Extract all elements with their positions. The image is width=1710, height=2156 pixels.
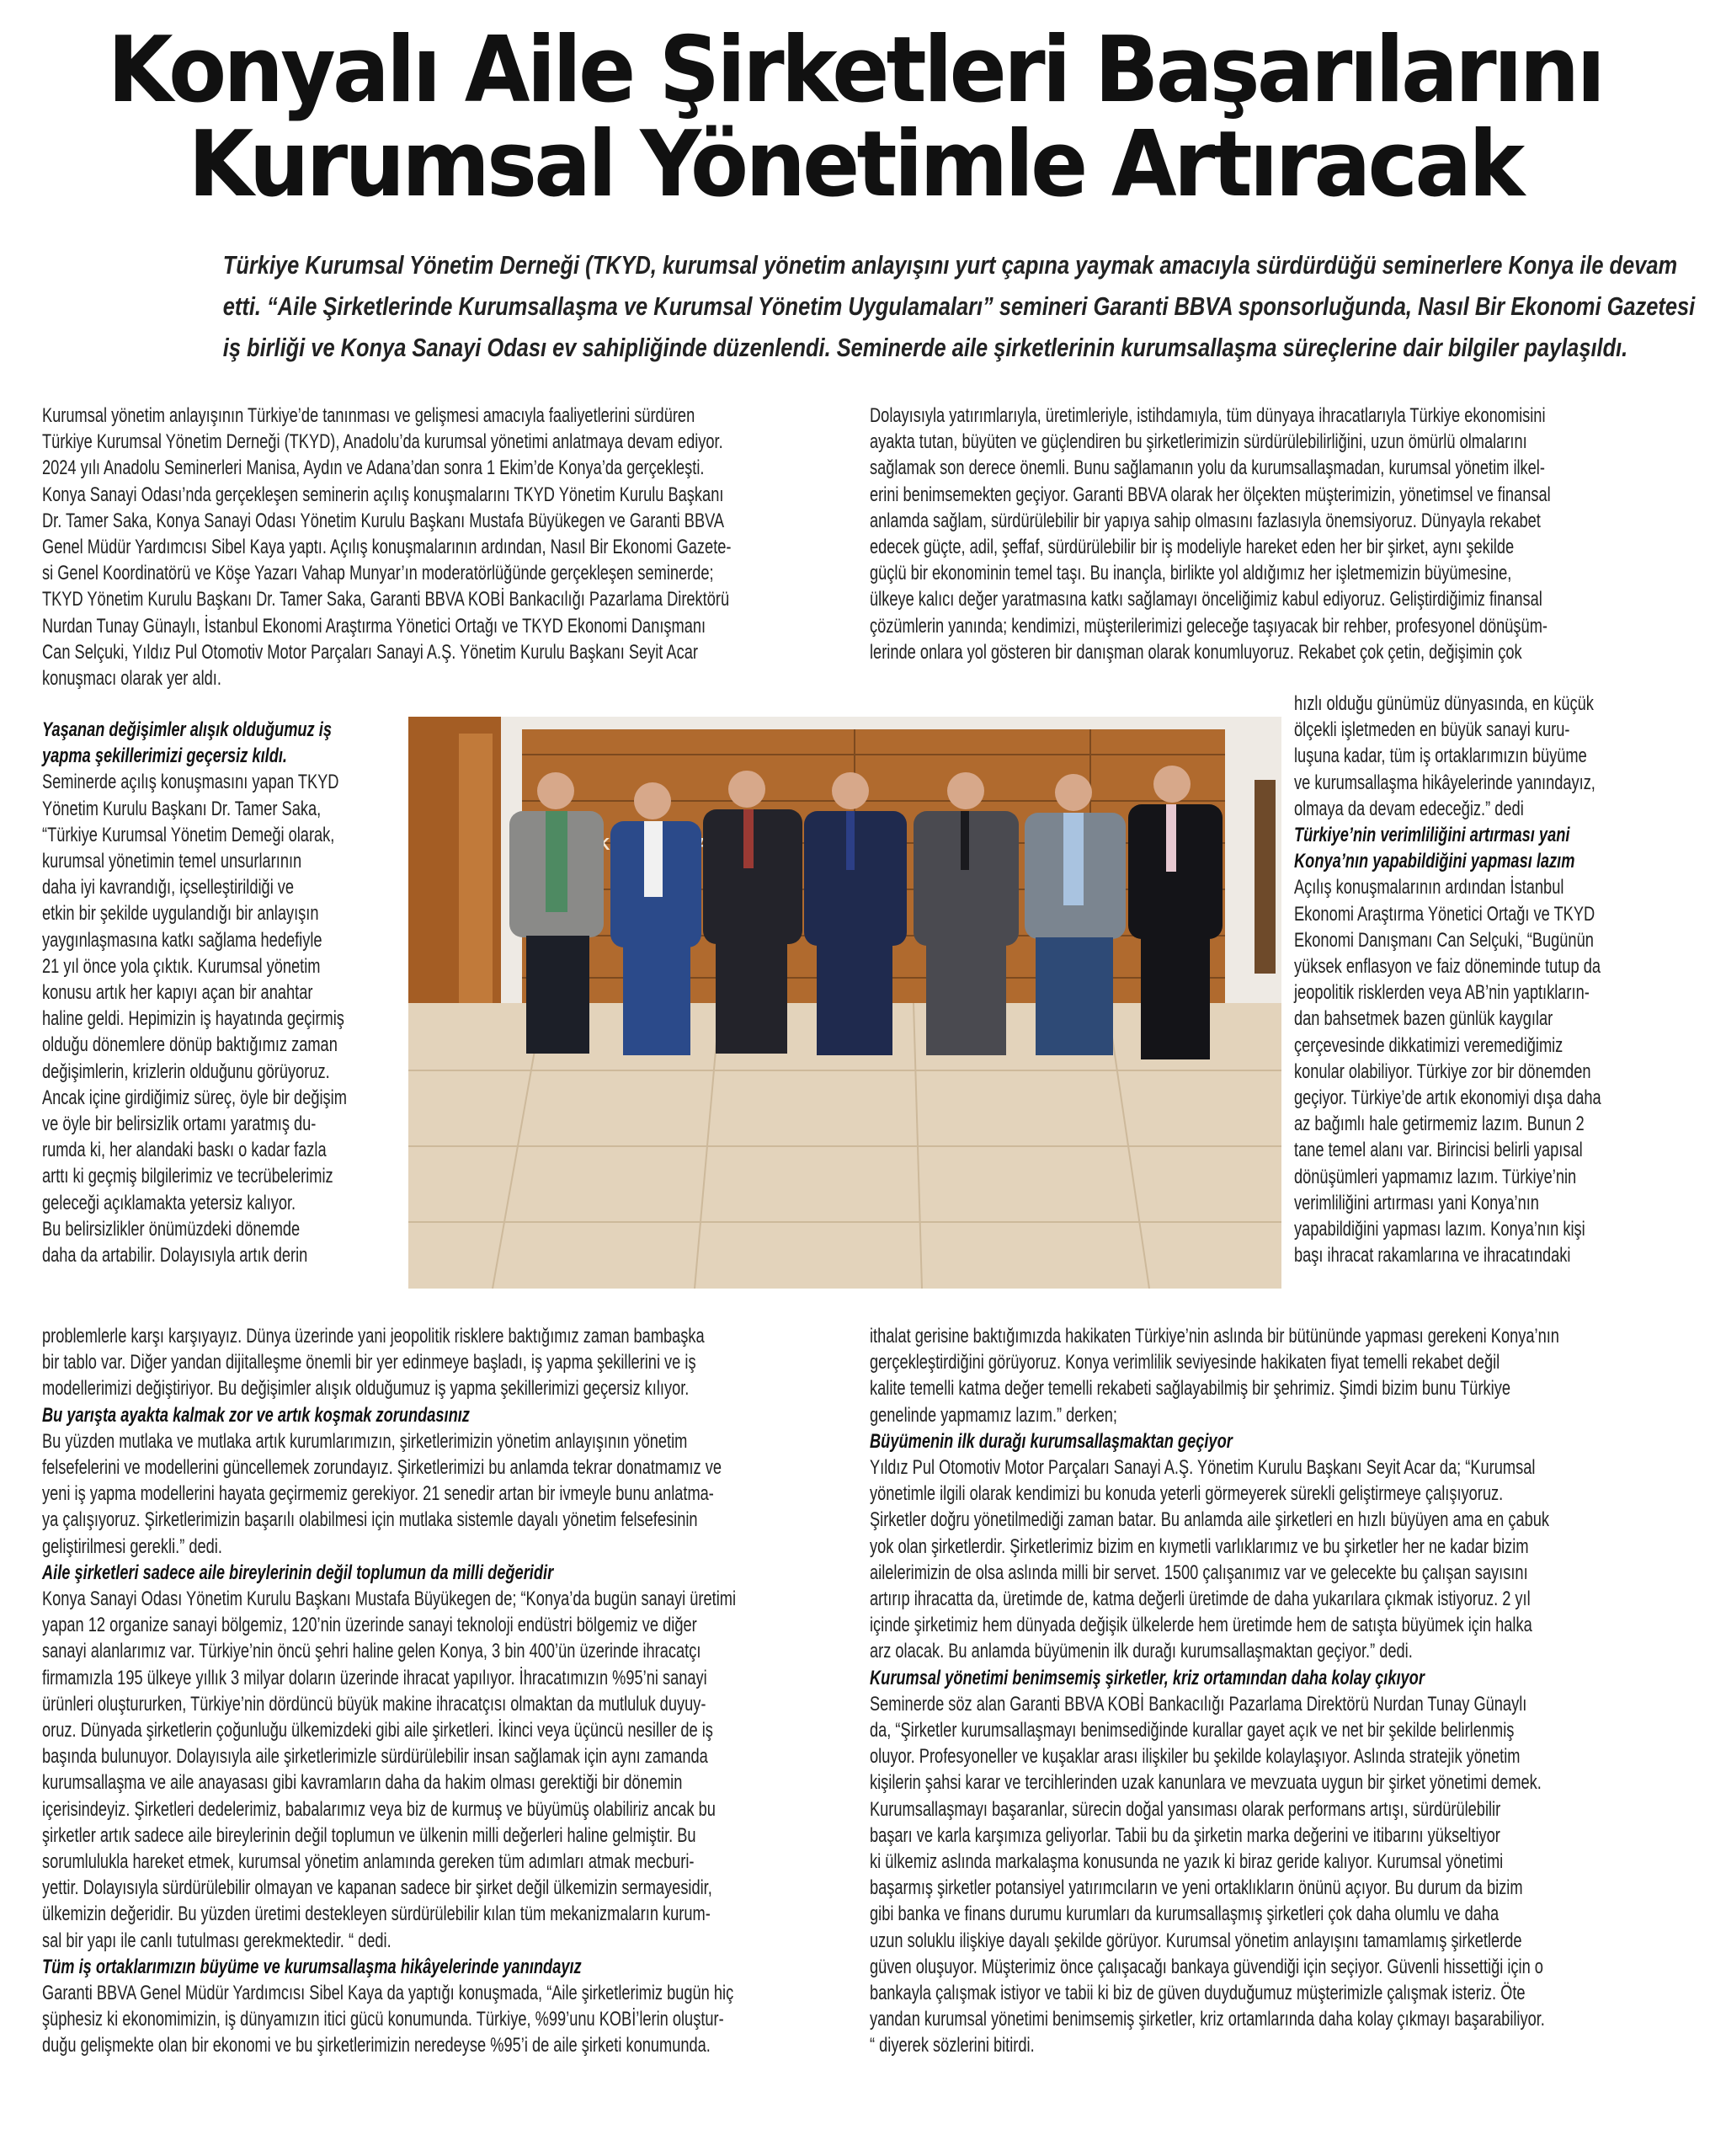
body-text-line: sağlamak son derece önemli. Bunu sağlamanın yolu da kurumsallaşmadan, kurumsal yönetim ilkel-	[870, 456, 1545, 480]
body-text-line: oruz. Dünyada şirketlerin çoğunluğu ülkemizdeki gibi aile şirketleri. İkinci veya üçüncü nesiller de iş	[42, 1719, 713, 1742]
body-text-line: arttı ki geçmiş bilgilerimiz ve tecrübelerimiz	[42, 1165, 333, 1188]
body-text-line: Seminerde söz alan Garanti BBVA KOBİ Bankacılığı Pazarlama Direktörü Nurdan Tunay Günaylı	[870, 1692, 1527, 1716]
body-text-line: oluyor. Profesyoneller ve kuşaklar arası ilişkiler bu şekilde kolaylaşıyor. Aslında stratejik yönetim	[870, 1745, 1521, 1769]
body-text-line: konuşmacı olarak yer aldı.	[42, 667, 221, 691]
body-text-line: arz olacak. Bu anlamda büyümenin ilk durağı kurumsallaşmaktan geçiyor.” dedi.	[870, 1640, 1413, 1663]
body-text-line: anlamda sağlam, sürdürülebilir bir yapıya sahip olmasını fazlasıyla önemsiyoruz. Dünyayla rekabet	[870, 509, 1541, 532]
body-text-line: konular olabiliyor. Türkiye zor bir dönemden	[1294, 1059, 1591, 1083]
body-text-line: ölçekli işletmeden en büyük sanayi kuru-	[1294, 718, 1570, 742]
body-text-line: modellerimizi değiştiriyor. Bu değişimler alışık olduğumuz iş yapma şekillerimizi geçersiz kılıyor.	[42, 1377, 690, 1401]
lede-line: etti. “Aile Şirketlerinde Kurumsallaşma ve Kurumsal Yönetim Uygulamaları” semineri Garanti BBVA sponsorluğunda, Nasıl Bir Ekonomi Gazetesi	[222, 291, 1696, 321]
body-text-line: uzun soluklu ilişkiye dayalı şekilde görüyor. Kurumsal yönetim anlayışını tamamlamış şirketlerde	[870, 1929, 1522, 1952]
subheading: yapma şekillerimizi geçersiz kıldı.	[42, 744, 287, 768]
article-lede	[222, 244, 1696, 368]
body-text-line: ürünleri oluştururken, Türkiye’nin dördüncü büyük makine ihracatçısı olmaktan da mutluluk duyuy-	[42, 1692, 706, 1716]
body-text-line: etkin bir şekilde uygulandığı bir anlayışın	[42, 902, 319, 926]
body-text-line: şüphesiz ki ekonomimizin, iş dünyamızın itici gücü konumunda. Türkiye, %99’unu KOBİ’lerin oluştur-	[42, 2008, 724, 2031]
body-text-line: yönetimle ilgili olarak kendimizi bu konuda yeterli görmeyerek sürekli geliştirmeye çalışıyoruz.	[870, 1482, 1504, 1506]
body-text-line: bir tablo var. Diğer yandan dijitalleşme önemli bir yer edinmeye başladı, iş yapma şekillerini ve iş	[42, 1351, 696, 1374]
body-text-line: duğu gelişmekte olan bir ekonomi ve bu şirketlerimizin neredeyse %95’i de aile şirketi konumunda.	[42, 2034, 711, 2057]
body-text-line: sanayi alanlarımız var. Türkiye’nin öncü şehri haline gelen Konya, 3 bin 400’ün üzerinde ihracatçı	[42, 1640, 701, 1663]
subheading: Bu yarışta ayakta kalmak zor ve artık koşmak zorundasınız	[42, 1403, 470, 1427]
subheading: Türkiye’nin verimliliğini artırması yani	[1294, 824, 1570, 847]
body-text-line: yettir. Dolayısıyla sürdürülebilir olmayan ve kapanan sadece bir şirket değil ülkemizin sermayesidir,	[42, 1876, 712, 1900]
body-text-line: Seminerde açılış konuşmasını yapan TKYD	[42, 771, 339, 794]
body-text-line: geçiyor. Türkiye’de artık ekonomiyi dışa daha	[1294, 1086, 1601, 1110]
body-text-line: ithalat gerisine baktığımızda hakikaten Türkiye’nin aslında bir bütününde yapması gerekeni Konya’nın	[870, 1325, 1559, 1348]
body-text-line: başı ihracat rakamlarına ve ihracatındaki	[1294, 1244, 1571, 1267]
body-text-line: Dr. Tamer Saka, Konya Sanayi Odası Yönetim Kurulu Başkanı Mustafa Büyükegen ve Garanti BBVA	[42, 509, 725, 532]
body-text-line: TKYD Yönetim Kurulu Başkanı Dr. Tamer Saka, Garanti BBVA KOBİ Bankacılığı Pazarlama Direktörü	[42, 588, 730, 611]
group-photo-illustration	[408, 717, 1281, 1289]
subheading: Büyümenin ilk durağı kurumsallaşmaktan geçiyor	[870, 1429, 1233, 1453]
body-text-line: genelinde yapmamız lazım.” derken;	[870, 1403, 1118, 1427]
body-text-line: felsefelerini ve modellerini güncellemek zorundayız. Şirketlerimizi bu anlamda tekrar donatmamız ve	[42, 1456, 722, 1480]
body-text-line: firmamızla 195 ülkeye yıllık 3 milyar doların üzerinde ihracat yapılıyor. İhracatımızın %95’ni sanayi	[42, 1666, 707, 1689]
lede-line: iş birliği ve Konya Sanayi Odası ev sahipliğinde düzenlendi. Seminerde aile şirketlerinin kurumsallaşma süreçlerine dair bilgiler paylaşıldı.	[222, 333, 1628, 362]
body-text-line: si Genel Koordinatörü ve Köşe Yazarı Vahap Munyar’ın moderatörlüğünde gerçekleşen seminerde;	[42, 562, 714, 585]
body-text-line: ve kurumsallaşma hikâyelerinde yanındayız,	[1294, 771, 1595, 794]
body-text-line: ülkemizin değeridir. Bu yüzden üretimi destekleyen sürdürülebilir kılan tüm mekanizmaların kurum-	[42, 1903, 711, 1926]
body-text-line: başarmış şirketler potansiyel yatırımcıların ve yeni ortaklıkların önünü açıyor. Bu durum da bizim	[870, 1876, 1523, 1900]
body-text-line: sal bir yapı ile canlı tutulması gerekmektedir. “ dedi.	[42, 1929, 392, 1952]
body-text-line: kurumsallaşma ve aile anayasası gibi kavramların daha da hakim olması gerektiği bir dönemin	[42, 1771, 683, 1795]
body-text-line: gerçekleştirdiğini görüyoruz. Konya verimlilik seviyesinde hakikaten fiyat temelli rekabet değil	[870, 1351, 1500, 1374]
body-text-line: bankayla çalışmak istiyor ve tabii ki biz de güven duyduğumuz müşterimizle çalışmak isteriz. Öte	[870, 1982, 1526, 2005]
body-text-line: çözümlerin yanında; kendimizi, müşterilerimizi geleceğe taşıyacak bir rehber, profesyonel dönüşüm-	[870, 614, 1548, 638]
right-column-bottom	[870, 1323, 1559, 2059]
headline	[60, 18, 1650, 217]
body-text-line: gibi banka ve finans durumu kurumları da kurumsallaşmış şirketleri çok daha olumlu ve daha	[870, 1903, 1500, 1926]
body-text-line: Ancak içine girdiğimiz süreç, öyle bir değişim	[42, 1086, 347, 1109]
body-text-line: olmaya da devam edeceğiz.” dedi	[1294, 797, 1524, 820]
body-text-line: değişimlerin, krizlerin olduğunu görüyoruz.	[42, 1059, 330, 1083]
body-text-line: artırıp ihracatta da, üretimde de, katma değerli üretimde de daha yukarılara çıkmak istiyoruz. 2 yıl	[870, 1588, 1531, 1611]
body-text-line: “ diyerek sözlerini bitirdi.	[870, 2034, 1035, 2057]
body-text-line: Yönetim Kurulu Başkanı Dr. Tamer Saka,	[42, 797, 322, 820]
body-text-line: verimliliğini artırması yani Konya’nın	[1294, 1191, 1539, 1214]
body-text-line: Açılış konuşmalarının ardından İstanbul	[1294, 876, 1564, 899]
body-text-line: ülkeye kalıcı değer yaratmasına katkı sağlamayı önceliğimiz kabul ediyoruz. Geliştirdiğimiz finansal	[870, 588, 1542, 611]
body-text-line: başında bulunuyor. Dolayısıyla aile şirketlerimizle sürdürülebilir insan sağlamak için aynı zamanda	[42, 1745, 708, 1769]
body-text-line: da, “Şirketler kurumsallaşmayı benimsediğinde kurallar gayet açık ve net bir şekilde belirlenmiş	[870, 1719, 1515, 1742]
body-text-line: Nurdan Tunay Günaylı, İstanbul Ekonomi Araştırma Yönetici Ortağı ve TKYD Ekonomi Danışmanı	[42, 614, 706, 638]
body-text-line: kurumsal yönetimin temel unsurlarının	[42, 850, 302, 873]
body-text-line: kişilerin şahsi karar ve tercihlerinden uzak kanunlara ve mevzuata uygun bir şirket yönetimi demek.	[870, 1771, 1542, 1795]
body-text-line: güçlü bir ekonominin temel taşı. Bu inançla, birlikte yol aldığımız her işletmemizin büyümesine,	[870, 562, 1512, 585]
body-text-line: daha da artabilir. Dolayısıyla artık derin	[42, 1244, 308, 1267]
body-text-line: ya çalışıyoruz. Şirketlerimizin başarılı olabilmesi için mutlaka sistemle dayalı yönetim felsefesinin	[42, 1508, 698, 1532]
body-text-line: Yıldız Pul Otomotiv Motor Parçaları Sanayi A.Ş. Yönetim Kurulu Başkanı Seyit Acar da; “Kurumsal	[870, 1456, 1536, 1480]
body-text-line: dan bahsetmek bazen günlük kaygılar	[1294, 1007, 1553, 1031]
subheading: Aile şirketleri sadece aile bireylerinin değil toplumun da milli değeridir	[42, 1561, 554, 1584]
left-column-narrow	[42, 717, 347, 1268]
body-text-line: Dolayısıyla yatırımlarıyla, üretimleriyle, istihdamıyla, tüm dünyaya ihracatlarıyla Türkiye ekonomisini	[870, 404, 1546, 427]
body-text-line: Konya Sanayi Odası’nda gerçekleşen seminerin açılış konuşmalarını TKYD Yönetim Kurulu Başkanı	[42, 483, 724, 506]
body-text-line: yapan 12 organize sanayi bölgemiz, 120’nin üzerinde sanayi teknoloji endüstri bölgemiz ve diğer	[42, 1614, 697, 1637]
body-text-line: tane temel alanı var. Birincisi belirli yapısal	[1294, 1139, 1583, 1162]
group-photo	[408, 717, 1281, 1289]
subheading: Kurumsal yönetimi benimsemiş şirketler, kriz ortamından daha kolay çıkıyor	[870, 1666, 1425, 1689]
body-text-line: Kurumsal yönetim anlayışının Türkiye’de tanınması ve gelişmesi amacıyla faaliyetlerini sürdüren	[42, 404, 695, 427]
body-text-line: ve öyle bir belirsizlik ortamı yaratmış du-	[42, 1113, 317, 1136]
body-text-line: Şirketler doğru yönetilmediği zaman batar. Bu anlamda aile şirketleri en hızlı büyüyen ama en çabuk	[870, 1508, 1550, 1532]
body-text-line: 21 yıl önce yola çıktık. Kurumsal yönetim	[42, 954, 321, 978]
left-column-intro	[42, 403, 731, 691]
body-text-line: ki ülkemiz aslında markalaşma konusunda ne yazık ki biraz geride kalıyor. Kurumsal yönetimi	[870, 1850, 1504, 1874]
body-text-line: içerisindeyiz. Şirketleri dedelerimiz, babalarımız veya biz de kurmuş ve büyümüş olabiliriz ancak bu	[42, 1797, 716, 1821]
body-text-line: içinde şirketimiz hem dünyada değişik ülkelerde hem üretimde hem de satışta büyümek için halka	[870, 1614, 1532, 1637]
body-text-line: 2024 yılı Anadolu Seminerleri Manisa, Aydın ve Adana’dan sonra 1 Ekim’de Konya’da gerçekleşti.	[42, 456, 705, 480]
body-text-line: yandan kurumsal yönetimi benimsemiş şirketler, kriz ortamlarında daha kolay çıkmayı başarabiliyor.	[870, 2008, 1545, 2031]
body-text-line: yapabildiğini yapması lazım. Konya’nın kişi	[1294, 1218, 1585, 1241]
body-text-line: konusu artık her kapıyı açan bir anahtar	[42, 981, 313, 1005]
body-text-line: yok olan şirketlerdir. Şirketlerimiz bizim en kıymetli varlıklarımız ve bu şirketler her ne kadar bizim	[870, 1534, 1529, 1558]
body-text-line: lerinde onlara yol gösteren bir danışman olarak konumluyoruz. Rekabet çok çetin, değişimin çok	[870, 640, 1522, 664]
body-text-line: edecek güçte, adil, şeffaf, sürdürülebilir bir iş modeliyle hareket eden her bir şirket, aynı şekilde	[870, 536, 1515, 559]
body-text-line: yaygınlaşmasına katkı sağlama hedefiyle	[42, 928, 322, 952]
body-text-line: yüksek enflasyon ve faiz döneminde tutup da	[1294, 955, 1601, 979]
body-text-line: olduğu dönemlere dönüp baktığımız zaman	[42, 1033, 338, 1057]
body-text-line: erini benimsemekten geçiyor. Garanti BBVA olarak her ölçekten müşterimizin, yönetimsel ve finansal	[870, 483, 1551, 506]
headline-line-2: Kurumsal Yönetimle Artıracak	[188, 112, 1522, 217]
lede-line: Türkiye Kurumsal Yönetim Derneği (TKYD, kurumsal yönetim anlayışını yurt çapına yaymak amacıyla sürdürdüğü seminerlere Konya ile devam	[222, 250, 1678, 280]
body-text-line: çerçevesinde dikkatimizi veremediğimiz	[1294, 1033, 1564, 1057]
body-text-line: “Türkiye Kurumsal Yönetim Demeği olarak,	[42, 823, 335, 846]
body-text-line: Can Selçuki, Yıldız Pul Otomotiv Motor Parçaları Sanayi A.Ş. Yönetim Kurulu Başkanı Seyit Acar	[42, 640, 698, 664]
right-column-intro	[870, 403, 1551, 665]
body-text-line: luşuna kadar, tüm iş ortaklarımızın büyüme	[1294, 744, 1587, 768]
body-text-line: başarı ve karla karşımıza geliyorlar. Tabii bu da şirketin marka değerini ve itibarını yükseltiyor	[870, 1823, 1500, 1847]
body-text-line: Konya Sanayi Odası Yönetim Kurulu Başkanı Mustafa Büyükegen de; “Konya’da bugün sanayi üretimi	[42, 1588, 737, 1611]
body-text-line: Kurumsallaşmayı başaranlar, sürecin doğal yansıması olarak performans artışı, sürdürülebilir	[870, 1797, 1501, 1821]
right-column-narrow	[1294, 691, 1601, 1268]
subheading: Yaşanan değişimler alışık olduğumuz iş	[42, 718, 332, 741]
body-text-line: problemlerle karşı karşıyayız. Dünya üzerinde yani jeopolitik risklere baktığımız zaman bambaşka	[42, 1325, 705, 1348]
body-text-line: jeopolitik risklerden veya AB’nin yaptıkların-	[1294, 981, 1590, 1005]
body-text-line: geleceği açıklamakta yetersiz kalıyor.	[42, 1191, 296, 1214]
body-text-line: Ekonomi Danışmanı Can Selçuki, “Bugünün	[1294, 928, 1594, 952]
body-text-line: dönüşümleri yapmamız lazım. Türkiye’nin	[1294, 1165, 1577, 1188]
body-text-line: sorumlulukla hareket etmek, kurumsal yönetim anlamında gereken tüm adımları atmak mecburi-	[42, 1850, 695, 1874]
body-text-line: hızlı olduğu günümüz dünyasında, en küçük	[1294, 692, 1594, 715]
body-text-line: Genel Müdür Yardımcısı Sibel Kaya yaptı. Açılış konuşmalarının ardından, Nasıl Bir Ekonomi Gazete-	[42, 536, 732, 559]
body-text-line: rumda ki, her alandaki baskı o kadar fazla	[42, 1139, 327, 1162]
body-text-line: ailelerimizin de olsa aslında milli bir servet. 1500 çalışanımız var ve gelecekte bu çalışan sayısını	[870, 1561, 1528, 1584]
left-column-bottom	[42, 1323, 736, 2059]
subheading: Konya’nın yapabildiğini yapması lazım	[1294, 850, 1575, 873]
body-text-line: Bu belirsizlikler önümüzdeki dönemde	[42, 1217, 301, 1241]
body-text-line: ayakta tutan, büyüten ve güçlendiren bu şirketlerimizin sürdürülebilirliğini, uzun ömürlü olmalarını	[870, 430, 1527, 454]
headline-line-1: Konyalı Aile Şirketleri Başarılarını	[107, 18, 1603, 123]
body-text-line: Ekonomi Araştırma Yönetici Ortağı ve TKYD	[1294, 902, 1595, 926]
body-text-line: Türkiye Kurumsal Yönetim Derneği (TKYD), Anadolu’da kurumsal yönetimi anlatmaya devam ediyor.	[42, 430, 723, 454]
body-text-line: haline geldi. Hepimizin iş hayatında geçirmiş	[42, 1007, 344, 1031]
body-text-line: şirketler artık sadece aile bireylerinin değil toplumun ve ülkenin milli değerleri haline gelmiştir. Bu	[42, 1823, 696, 1847]
subheading: Tüm iş ortaklarımızın büyüme ve kurumsallaşma hikâyelerinde yanındayız	[42, 1955, 582, 1978]
body-text-line: geliştirilmesi gerekli.” dedi.	[42, 1534, 222, 1558]
body-text-line: Garanti BBVA Genel Müdür Yardımcısı Sibel Kaya da yaptığı konuşmada, “Aile şirketlerimiz bugün hiç	[42, 1982, 734, 2005]
body-text-line: az bağımlı hale getirmemiz lazım. Bunun 2	[1294, 1113, 1585, 1136]
body-text-line: güven oluşuyor. Müşterimiz önce çalışacağı bankaya güvendiği için seçiyor. Güvenli hissettiği için o	[870, 1955, 1543, 1978]
body-text-line: kalite temelli katma değer temelli rekabeti sağlayabilmiş bir şehrimiz. Şimdi bizim bunu Türkiye	[870, 1377, 1510, 1401]
body-text-line: daha iyi kavrandığı, içselleştirildiği ve	[42, 876, 295, 899]
body-text-line: yeni iş yapma modellerini hayata geçirmemiz gerekiyor. 21 senedir artan bir ivmeyle bunu anlatma-	[42, 1482, 714, 1506]
body-text-line: Bu yüzden mutlaka ve mutlaka artık kurumlarımızın, şirketlerimizin yönetim anlayışının yönetim	[42, 1429, 688, 1453]
